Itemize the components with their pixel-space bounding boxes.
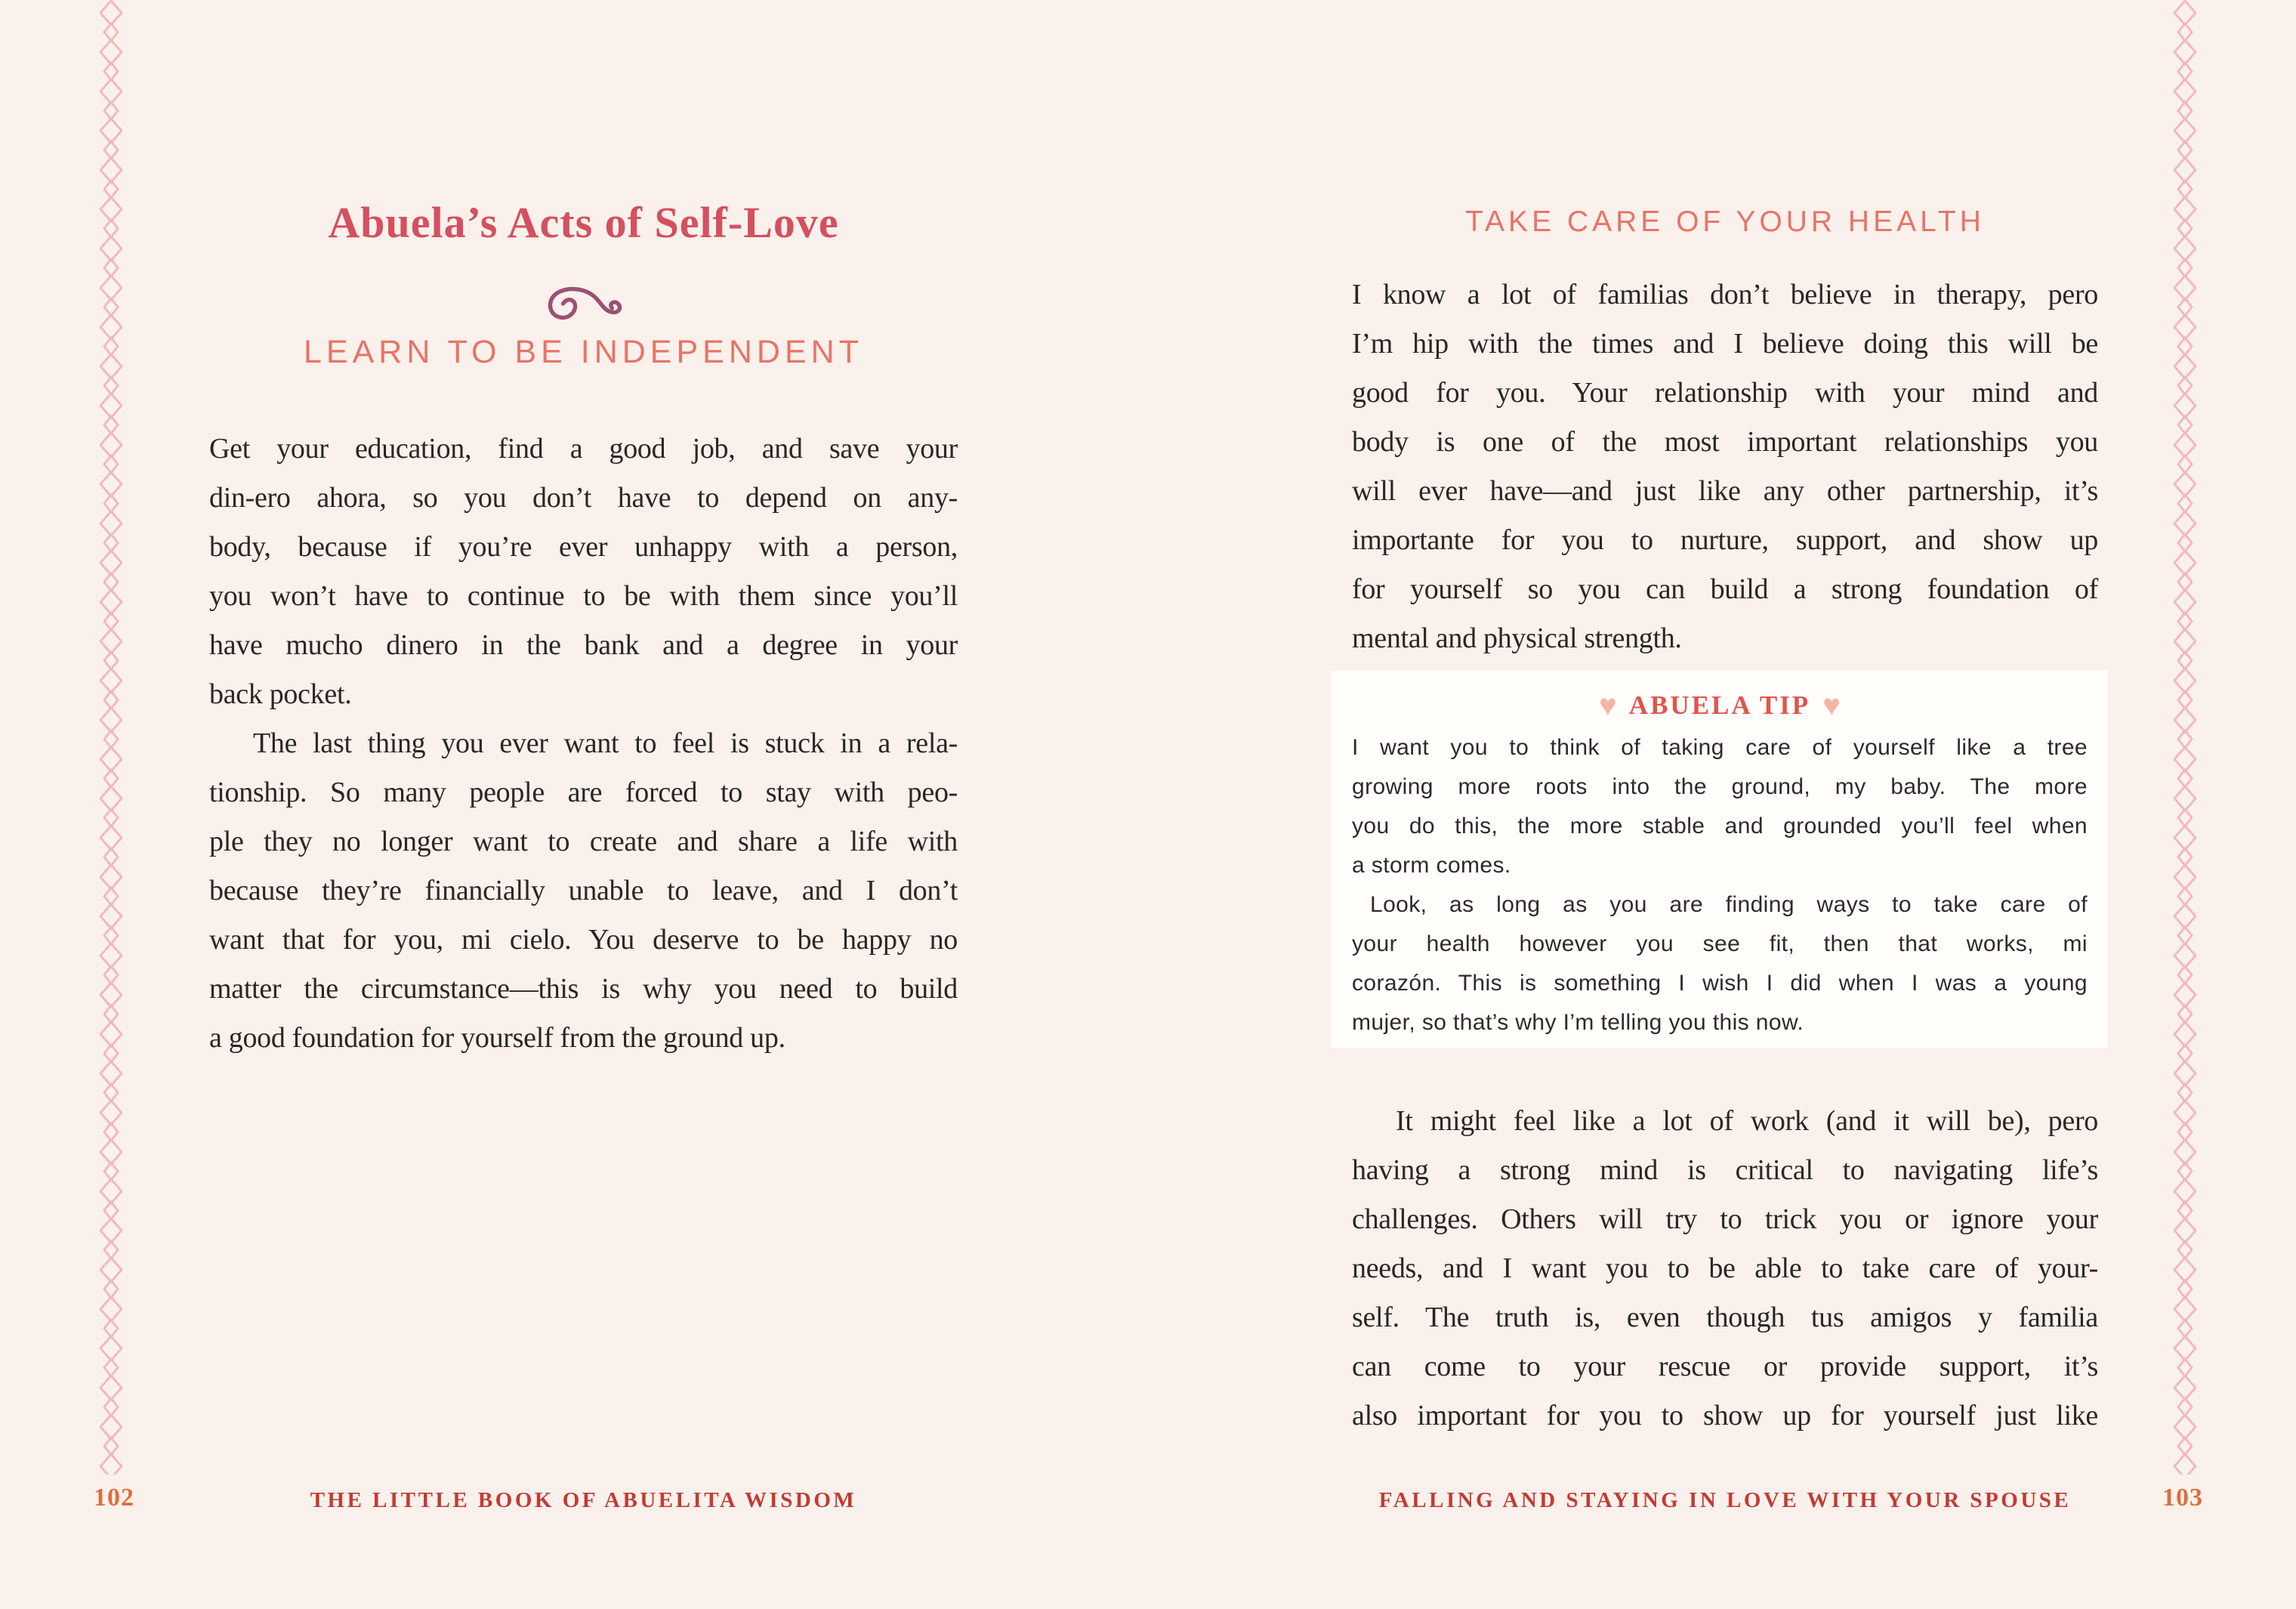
text-line: challenges. Others will try to trick you or ignore your [1352, 1203, 2098, 1235]
paragraph [1352, 1097, 2098, 1441]
right-page-body-top [1352, 270, 2098, 663]
text-line: for yourself so you can build a strong foundation of [1352, 573, 2098, 605]
heart-icon: ♥ [1599, 688, 1617, 722]
abuela-tip-box [1332, 671, 2108, 1048]
paragraph [1352, 728, 2088, 885]
text-line: The last thing you ever want to feel is stuck in a rela- [253, 727, 958, 759]
text-line: a storm comes. [1352, 853, 1511, 878]
tip-box-body [1352, 728, 2088, 1042]
text-line: you do this, the more stable and grounded you’ll feel when [1352, 814, 2088, 838]
text-line: can come to your rescue or provide support, it’s [1352, 1351, 2098, 1382]
text-line: corazón. This is something I wish I did when I was a young [1352, 971, 2088, 996]
paragraph [209, 425, 958, 719]
text-line: Get your education, find a good job, and save your [209, 433, 958, 465]
text-line: It might feel like a lot of work (and it will be), pero [1396, 1105, 2098, 1137]
text-line: a good foundation for yourself from the ground up. [209, 1022, 785, 1054]
swirl-flourish-ornament [187, 283, 980, 330]
text-line: I know a lot of familias don’t believe in therapy, pero [1352, 279, 2098, 310]
text-line: will ever have—and just like any other partnership, it’s [1352, 475, 2098, 507]
text-line: tionship. So many people are forced to stay with peo- [209, 777, 958, 808]
diamond-chain-border-right [2174, 0, 2196, 1475]
text-line: growing more roots into the ground, my baby. The more [1352, 774, 2088, 799]
running-footer-left: THE LITTLE BOOK OF ABUELITA WISDOM [310, 1488, 857, 1512]
text-line: Look, as long as you are finding ways to take care of [1370, 892, 2088, 917]
paragraph [209, 719, 958, 1063]
text-line: body is one of the most important relationships you [1352, 426, 2098, 458]
text-line: having a strong mind is critical to navigating life’s [1352, 1154, 2098, 1186]
text-line: mental and physical strength. [1352, 622, 1682, 654]
section-subtitle: LEARN TO BE INDEPENDENT [304, 334, 863, 370]
text-line: ple they no longer want to create and share a life with [209, 826, 958, 857]
text-line: have mucho dinero in the bank and a degree in your [209, 629, 958, 661]
text-line: want that for you, mi cielo. You deserve to be happy no [209, 924, 958, 956]
swirl-flourish-icon [539, 283, 628, 326]
chapter-title: Abuela’s Acts of Self-Love [328, 198, 839, 247]
text-line: good for you. Your relationship with your mind and [1352, 377, 2098, 409]
section-heading: TAKE CARE OF YOUR HEALTH [1465, 205, 1985, 238]
text-line: matter the circumstance—this is why you need to build [209, 973, 958, 1005]
text-line: self. The truth is, even though tus amigos y familia [1352, 1302, 2098, 1333]
text-line: because they’re financially unable to leave, and I don’t [209, 875, 958, 906]
text-line: also important for you to show up for yourself just like [1352, 1400, 2098, 1431]
text-line: needs, and I want you to be able to take care of your- [1352, 1252, 2098, 1284]
text-line: din-ero ahora, so you don’t have to depend on any- [209, 482, 958, 514]
page-number-left: 102 [94, 1484, 134, 1512]
text-line: back pocket. [209, 678, 352, 710]
text-line: mujer, so that’s why I’m telling you this now. [1352, 1010, 1804, 1035]
tip-box-heading [1352, 687, 2088, 722]
text-line: I want you to think of taking care of yourself like a tree [1352, 735, 2088, 760]
text-line: importante for you to nurture, support, and show up [1352, 524, 2098, 556]
left-page-body [209, 425, 958, 1063]
heart-icon: ♥ [1822, 688, 1841, 722]
paragraph [1352, 885, 2088, 1042]
tip-heading-label: ABUELA TIP [1628, 690, 1811, 720]
text-line: body, because if you’re ever unhappy with a person, [209, 531, 958, 563]
page-number-right: 103 [2162, 1484, 2203, 1512]
paragraph [1352, 270, 2098, 663]
diamond-chain-border-left [100, 0, 122, 1475]
right-page-body-bottom [1352, 1097, 2098, 1441]
running-footer-right: FALLING AND STAYING IN LOVE WITH YOUR SPOUSE [1378, 1488, 2072, 1512]
text-line: you won’t have to continue to be with them since you’ll [209, 580, 958, 612]
text-line: your health however you see fit, then that works, mi [1352, 931, 2088, 956]
text-line: I’m hip with the times and I believe doing this will be [1352, 328, 2098, 360]
